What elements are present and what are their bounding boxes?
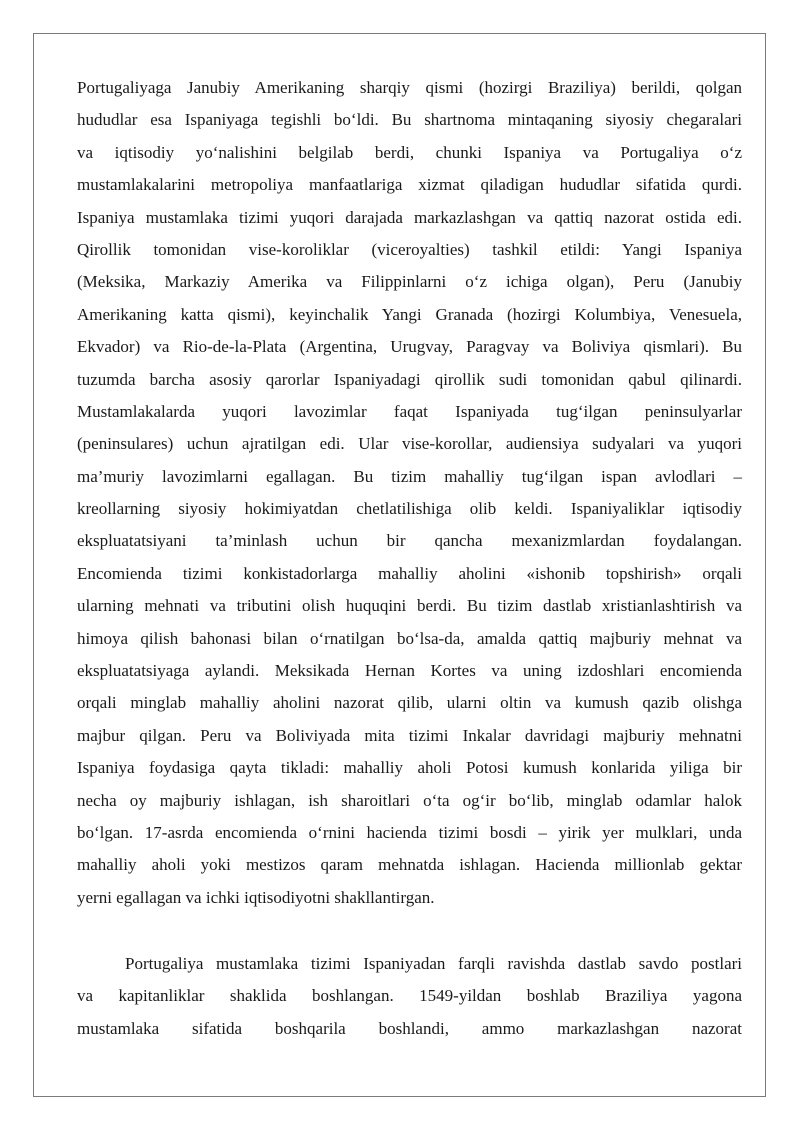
text-line: ma’muriy lavozimlarni egallagan. Bu tizim mahalliy tug‘ilgan ispan avlodlari – [77,466,742,486]
text-line: orqali minglab mahalliy aholini nazorat qilib, ularni oltin va kumush qazib olishga [77,693,742,713]
text-line: mahalliy aholi yoki mestizos qaram mehnatda ishlagan. Hacienda millionlab gektar [77,855,742,875]
text-line: ekspluatatsiyani ta’minlash uchun bir qancha mexanizmlardan foydalangan. [77,531,742,551]
text-line: (peninsulares) uchun ajratilgan edi. Ular vise-korollar, audiensiya sudyalari va yuqori [77,434,742,454]
text-line: va iqtisodiy yo‘nalishini belgilab berdi, chunki Ispaniya va Portugaliya o‘z [77,142,742,162]
text-line: Encomienda tizimi konkistadorlarga mahalliy aholini «ishonib topshirish» orqali [77,563,742,583]
text-line: ularning mehnati va tributini olish huquqini berdi. Bu tizim dastlab xristianlashtirish va [77,596,742,616]
text-line: majbur qilgan. Peru va Boliviyada mita tizimi Inkalar davridagi majburiy mehnatni [77,725,742,745]
text-line: yerni egallagan va ichki iqtisodiyotni shakllantirgan. [77,887,435,907]
paragraph-1 [77,72,742,914]
text-line: hududlar esa Ispaniyaga tegishli bo‘ldi. Bu shartnoma mintaqaning siyosiy chegaralari [77,110,742,130]
text-line: ekspluatatsiyaga aylandi. Meksikada Hernan Kortes va uning izdoshlari encomienda [77,661,742,681]
paragraph-2 [77,948,742,1045]
text-line: Amerikaning katta qismi), keyinchalik Yangi Granada (hozirgi Kolumbiya, Venesuela, [77,304,742,324]
text-line: mustamlakalarini metropoliya manfaatlariga xizmat qiladigan hududlar sifatida qurdi. [77,175,742,195]
text-line: Portugaliya mustamlaka tizimi Ispaniyadan farqli ravishda dastlab savdo postlari [125,954,742,973]
text-line: bo‘lgan. 17-asrda encomienda o‘rnini hacienda tizimi bosdi – yirik yer mulklari, unda [77,822,742,842]
text-line: Ispaniya mustamlaka tizimi yuqori darajada markazlashgan va qattiq nazorat ostida edi. [77,207,742,227]
text-line: (Meksika, Markaziy Amerika va Filippinlarni o‘z ichiga olgan), Peru (Janubiy [77,272,742,292]
text-line: Ispaniya foydasiga qayta tikladi: mahalliy aholi Potosi kumush konlarida yiliga bir [77,758,742,778]
text-line: mustamlaka sifatida boshqarila boshlandi, ammo markazlashgan nazorat [77,1018,742,1038]
text-line: Portugaliyaga Janubiy Amerikaning sharqiy qismi (hozirgi Braziliya) berildi, qolgan [77,78,742,97]
text-line: Mustamlakalarda yuqori lavozimlar faqat Ispaniyada tug‘ilgan peninsulyarlar [77,401,742,421]
text-line: necha oy majburiy ishlagan, ish sharoitlari o‘ta og‘ir bo‘lib, minglab odamlar halok [77,790,742,810]
text-line: himoya qilish bahonasi bilan o‘rnatilgan bo‘lsa-da, amalda qattiq majburiy mehnat va [77,628,742,648]
text-line: kreollarning siyosiy hokimiyatdan chetlatilishiga olib keldi. Ispaniyaliklar iqtisodiy [77,499,742,519]
text-line: Qirollik tomonidan vise-koroliklar (viceroyalties) tashkil etildi: Yangi Ispaniya [77,239,742,259]
text-line: Ekvador) va Rio-de-la-Plata (Argentina, Urugvay, Paragvay va Boliviya qismlari). Bu [77,337,742,357]
text-line: tuzumda barcha asosiy qarorlar Ispaniyadagi qirollik sudi tomonidan qabul qilinardi. [77,369,742,389]
text-line: va kapitanliklar shaklida boshlangan. 1549-yildan boshlab Braziliya yagona [77,986,742,1006]
